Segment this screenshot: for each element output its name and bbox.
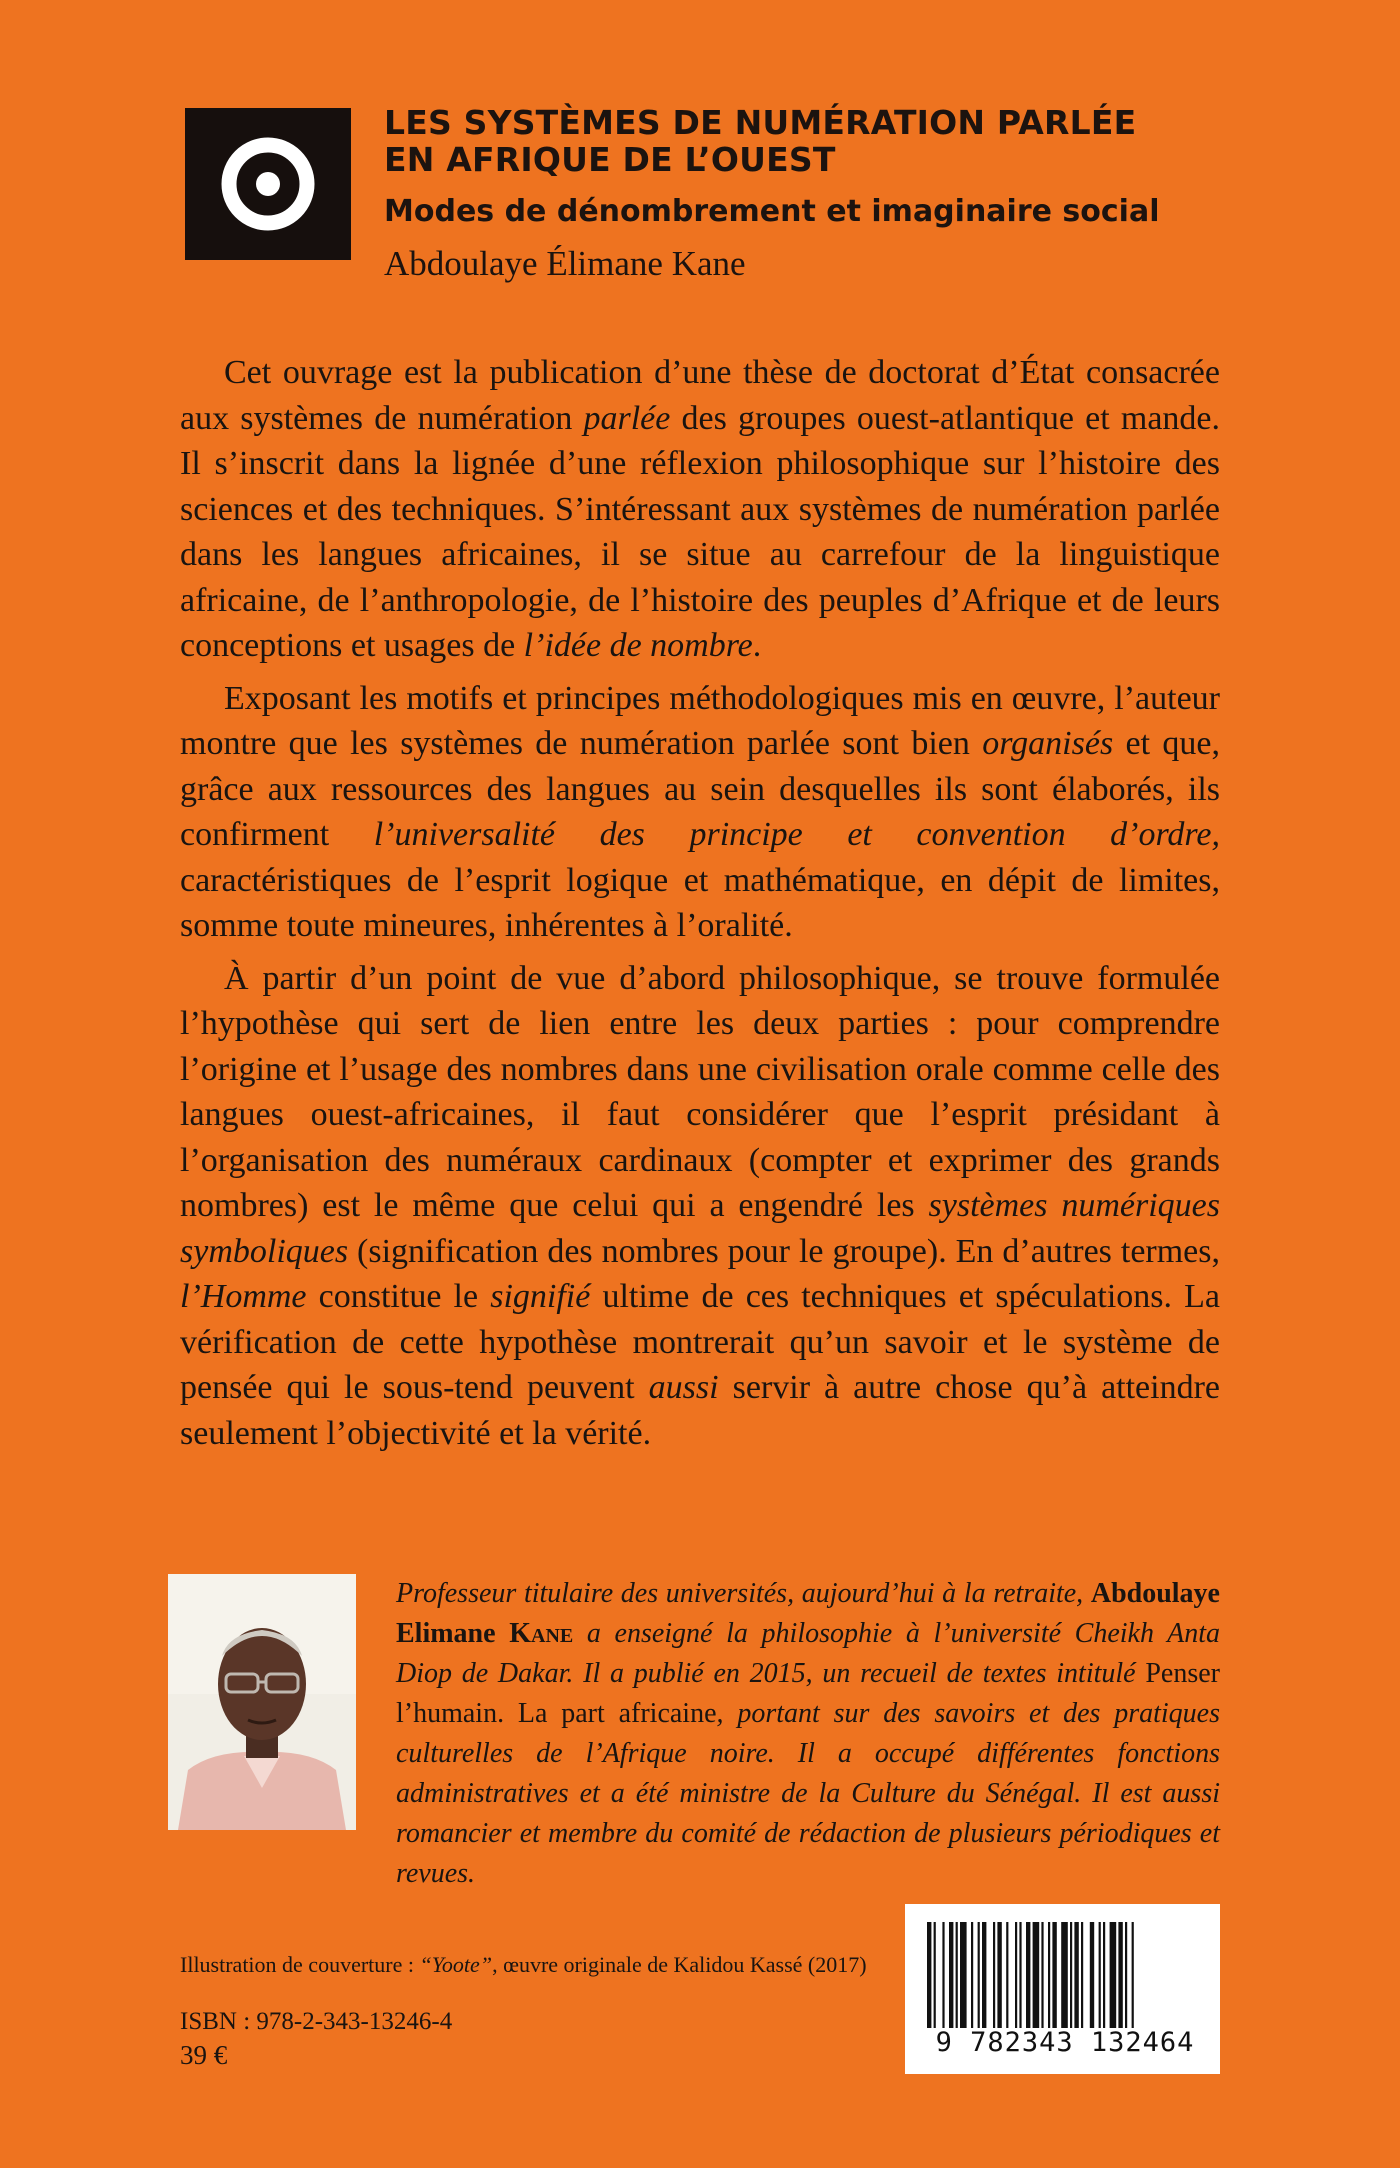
barcode-bar: [1061, 1922, 1068, 2028]
publisher-logo: [185, 108, 351, 260]
barcode-bar: [1052, 1922, 1056, 2028]
book-header: [384, 104, 1284, 284]
barcode-bar: [1081, 1922, 1083, 2028]
barcode-bar: [978, 1922, 980, 2028]
barcode-bar: [942, 1922, 944, 2028]
barcode-bar: [1041, 1922, 1043, 2028]
barcode-bar: [960, 1922, 967, 2028]
barcode-bar: [1099, 1922, 1101, 2028]
summary-paragraph-2: Exposant les motifs et principes méthodologiques mis en œuvre, l’auteur montre que les systèmes de numération parlée sont bien organisés et que, grâce aux ressources des langues au sein desquelles ils sont élaborés, ils confirment l’universalité des principe et convention d’ordre, caractéristiques de l’esprit logique et mathématique, en dépit de limites, somme toute mineures, inhérentes à l’oralité.: [180, 679, 1220, 944]
barcode-bar: [997, 1922, 1001, 2028]
back-cover-summary: [180, 350, 1220, 1463]
barcode-bar: [993, 1922, 995, 2028]
book-author: Abdoulaye Élimane Kane: [384, 244, 746, 283]
summary-paragraph-1: Cet ouvrage est la publication d’une thèse de doctorat d’État consacrée aux systèmes de numération parlée des groupes ouest-atlantique et mande. Il s’inscrit dans la lignée d’une réflexion philosophique sur l’histoire des sciences et des techniques. S’intéressant aux systèmes de numération parlée dans les langues africaines, il se situe au carrefour de la linguistique africaine, de l’anthropologie, de l’histoire des peuples d’Afrique et de leurs conceptions et usages de l’idée de nombre.: [180, 354, 1221, 664]
book-subtitle: Modes de dénombrement et imaginaire social: [384, 194, 1160, 229]
author-photo: [168, 1574, 356, 1830]
isbn-number: ISBN : 978-2-343-13246-4: [180, 2008, 453, 2035]
title-line-1: LES SYSTÈMES DE NUMÉRATION PARLÉE: [384, 103, 1137, 142]
barcode-bar: [934, 1922, 936, 2028]
barcode-bar: [1033, 1922, 1040, 2028]
barcode-bar: [1090, 1922, 1094, 2028]
barcode: [905, 1904, 1220, 2074]
barcode-bar: [1015, 1922, 1017, 2028]
barcode-bar: [1118, 1922, 1122, 2028]
barcode-number: 9 782343 132464: [935, 2027, 1195, 2058]
book-title: [384, 104, 1284, 178]
barcode-bars: [927, 1922, 1199, 2028]
barcode-bar: [1048, 1922, 1050, 2028]
barcode-bar: [1019, 1922, 1021, 2028]
barcode-bar: [982, 1922, 986, 2028]
summary-paragraph-3: À partir d’un point de vue d’abord philosophique, se trouve formulée l’hypothèse qui sert de lien entre les deux parties : pour comprendre l’origine et l’usage des nombres dans une civilisation orale comme celle des langues ouest-africaines, il faut considérer que l’esprit présidant à l’organisation des numéraux cardinaux (compter et exprimer des grands nombres) est le même que celui qui a engendré les systèmes numériques symboliques (signification des nombres pour le groupe). En d’autres termes, l’Homme constitue le signifié ultime de ces techniques et spéculations. La vérification de cette hypothèse montrerait qu’un savoir et le système de pensée qui le sous-tend peuvent aussi servir à autre chose qu’à atteindre seulement l’objectivité et la vérité.: [180, 959, 1221, 1452]
title-line-2: EN AFRIQUE DE L’OUEST: [384, 140, 836, 179]
barcode-bar: [971, 1922, 973, 2028]
barcode-bar: [1125, 1922, 1127, 2028]
barcode-bar: [1026, 1922, 1030, 2028]
book-price: 39 €: [180, 2040, 228, 2070]
barcode-bar: [949, 1922, 953, 2028]
barcode-bar: [1132, 1922, 1134, 2028]
barcode-bar: [956, 1922, 958, 2028]
barcode-bar: [1074, 1922, 1078, 2028]
barcode-bar: [1103, 1922, 1105, 2028]
barcode-bar: [1006, 1922, 1008, 2028]
author-biography: Professeur titulaire des universités, aujourd’hui à la retraite, Abdoulaye Elimane Kane a enseigné la philosophie à l’université Cheikh Anta Diop de Dakar. Il a publié en 2015, un recueil de textes intitulé Penser l’humain. La part africaine, portant sur des savoirs et des pratiques culturelles de l’Afrique noire. Il a occupé différentes fonctions administratives et a été ministre de la Culture du Sénégal. Il est aussi romancier et membre du comité de rédaction de plusieurs périodiques et revues.: [396, 1578, 1221, 1889]
barcode-bar: [1070, 1922, 1072, 2028]
barcode-bar: [1110, 1922, 1117, 2028]
target-circle-icon: [185, 108, 351, 260]
barcode-bar: [927, 1922, 931, 2028]
cover-illustration-credit: Illustration de couverture : “Yoote”, œuvre originale de Kalidou Kassé (2017): [180, 1952, 867, 1977]
